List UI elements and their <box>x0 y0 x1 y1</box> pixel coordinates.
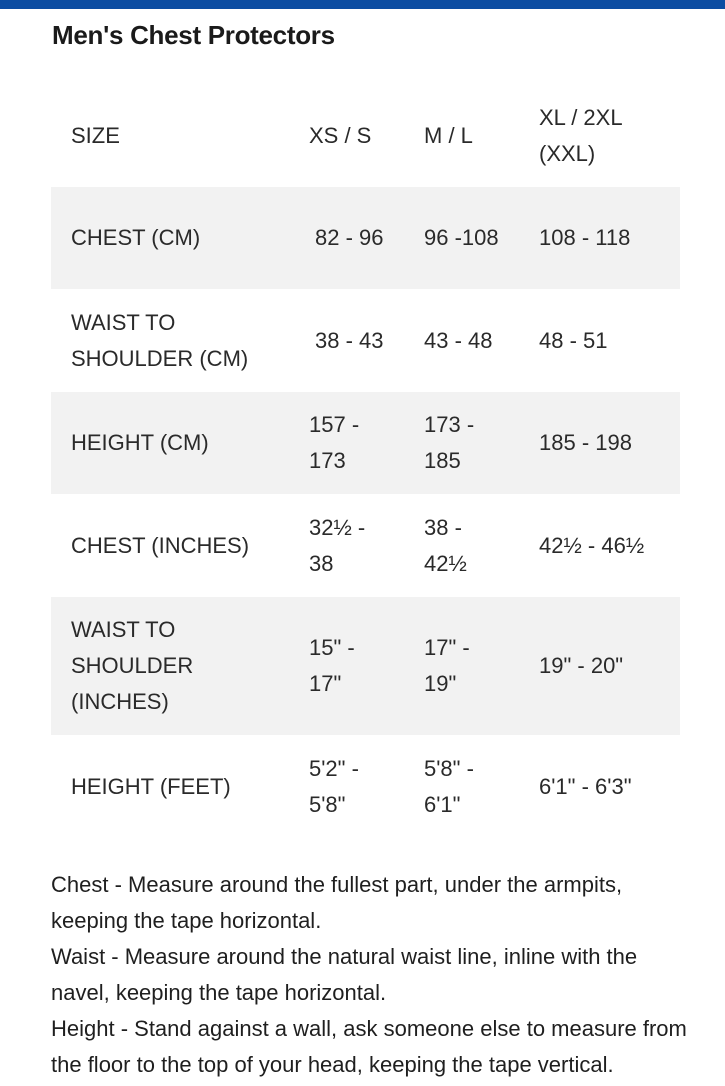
table-row <box>51 735 680 839</box>
header-m-l: M / L <box>424 122 473 148</box>
table-row <box>51 289 680 392</box>
table-row <box>51 494 680 597</box>
row-label: HEIGHT (FEET) <box>71 774 231 799</box>
cell-m-l: 96 -108 <box>424 187 539 289</box>
table-row <box>51 392 680 494</box>
cell-xs-s: 32½ - 38 <box>309 514 366 576</box>
cell-xs-s: 38 - 43 <box>315 327 384 353</box>
cell-xl-2xl: 48 - 51 <box>539 327 608 353</box>
header-xl-2xl: XL / 2XL (XXL) <box>539 104 622 166</box>
cell-m-l: 5'8" - 6'1" <box>424 756 474 817</box>
row-label: WAIST TO SHOULDER (INCHES) <box>51 597 309 735</box>
measurement-notes <box>51 867 691 1083</box>
header-size: SIZE <box>71 122 120 148</box>
table-row <box>51 597 680 735</box>
cell-xl-2xl: 19" - 20" <box>539 597 680 735</box>
cell-xs-s: 157 - 173 <box>309 392 424 494</box>
cell-xs-s: 5'2" - 5'8" <box>309 756 359 817</box>
cell-m-l: 38 - 42½ <box>424 514 467 576</box>
note-waist: Waist - Measure around the natural waist line, inline with the navel, keeping the tape horizontal. <box>51 944 638 1005</box>
cell-xs-s: 82 - 96 <box>309 187 424 289</box>
row-label: WAIST TO SHOULDER (CM) <box>71 309 249 371</box>
cell-xs-s: 15" - 17" <box>309 597 424 735</box>
size-chart-table <box>51 84 680 839</box>
top-accent-bar <box>0 0 725 9</box>
page-title: Men's Chest Protectors <box>52 20 335 50</box>
note-chest: Chest - Measure around the fullest part, under the armpits, keeping the tape horizontal. <box>51 872 623 933</box>
cell-m-l: 173 - 185 <box>424 392 539 494</box>
row-label: CHEST (INCHES) <box>71 532 250 558</box>
table-header-row <box>51 84 680 187</box>
header-xs-s: XS / S <box>309 122 372 148</box>
cell-m-l: 43 - 48 <box>424 327 493 353</box>
cell-m-l: 17" - 19" <box>424 597 539 735</box>
table-row <box>51 187 680 289</box>
cell-xl-2xl: 185 - 198 <box>539 392 680 494</box>
note-height: Height - Stand against a wall, ask someone else to measure from the floor to the top of your head, keeping the tape vertical. <box>51 1016 687 1077</box>
row-label: HEIGHT (CM) <box>51 392 309 494</box>
cell-xl-2xl: 6'1" - 6'3" <box>539 774 632 799</box>
cell-xl-2xl: 42½ - 46½ <box>539 532 645 558</box>
row-label: CHEST (CM) <box>51 187 309 289</box>
cell-xl-2xl: 108 - 118 <box>539 187 680 289</box>
